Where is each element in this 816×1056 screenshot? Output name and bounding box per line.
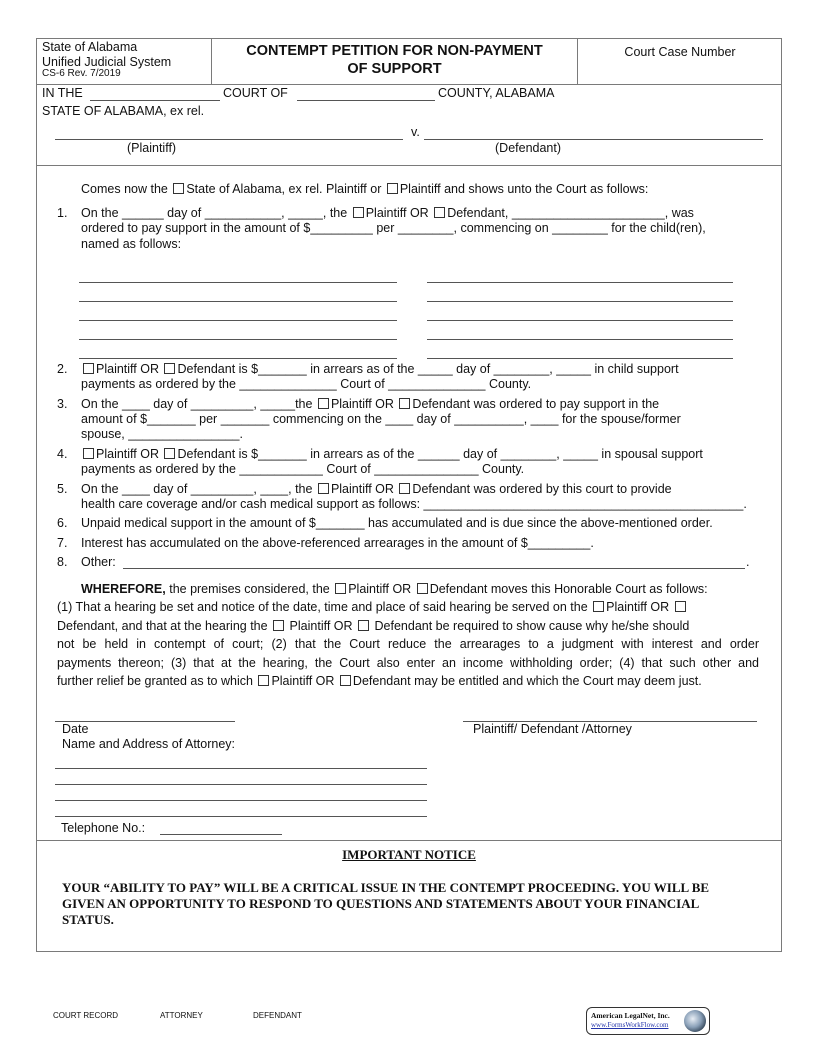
item-4-plaintiff-checkbox[interactable] — [83, 448, 94, 459]
wherefore-text-2a: (1) That a hearing be set and notice of the date, time and place of said hearing be served on the — [57, 600, 588, 614]
item-4-text-c: Defendant is $_______ in arrears as of the ______ day of ________, _____ in spousal support — [177, 447, 703, 461]
item-7-line-1: Interest has accumulated on the above-referenced arrearages in the amount of $_________. — [81, 536, 594, 550]
served-plaintiff-checkbox[interactable] — [593, 601, 604, 612]
court-type-field[interactable] — [90, 100, 220, 101]
state-of-alabama-checkbox[interactable] — [173, 183, 184, 194]
item-3-line-2: amount of $_______ per _______ commencing on the ____ day of __________, ____ for the spouse/former — [81, 412, 681, 426]
in-the-label: IN THE — [42, 86, 83, 100]
show-cause-plaintiff-checkbox[interactable] — [273, 620, 284, 631]
item-1-number: 1. — [57, 206, 68, 220]
item-5-plaintiff-checkbox[interactable] — [318, 483, 329, 494]
intro-text-a: Comes now the — [81, 182, 168, 196]
item-8-number: 8. — [57, 555, 68, 569]
plaintiff-checkbox[interactable] — [387, 183, 398, 194]
item-4-number: 4. — [57, 447, 68, 461]
wherefore-text-3b: Plaintiff OR — [289, 619, 353, 633]
header-bottom-rule — [36, 84, 782, 85]
wherefore-text-2b: Plaintiff OR — [606, 600, 670, 614]
notice-line-2: GIVEN AN OPPORTUNITY TO RESPOND TO QUESTIONS AND STATEMENTS ABOUT YOUR FINANCIAL — [62, 896, 700, 911]
telephone-field[interactable] — [160, 834, 282, 835]
item-3-plaintiff-checkbox[interactable] — [318, 398, 329, 409]
court-of-label: COURT OF — [223, 86, 288, 100]
item-6-line-1: Unpaid medical support in the amount of $_______ has accumulated and is due since the above-mentioned order. — [81, 516, 713, 530]
item-5-defendant-checkbox[interactable] — [399, 483, 410, 494]
item-1-plaintiff-checkbox[interactable] — [353, 207, 364, 218]
child-name-field-7[interactable] — [427, 301, 733, 302]
wherefore-text-1b: Plaintiff OR — [348, 582, 412, 596]
item-5-text-b: Plaintiff OR — [330, 482, 394, 496]
served-defendant-checkbox[interactable] — [675, 601, 686, 612]
item-1-defendant-checkbox[interactable] — [434, 207, 445, 218]
county-alabama-label: COUNTY, ALABAMA — [438, 86, 555, 100]
item-3-line-1 — [81, 397, 659, 412]
child-name-field-10[interactable] — [427, 358, 733, 359]
item-2-text-b: Plaintiff OR — [96, 362, 159, 376]
notice-top-rule — [36, 840, 782, 841]
county-field[interactable] — [297, 100, 435, 101]
item-5-text-a: On the ____ day of _________, ____, the — [81, 482, 313, 496]
defendant-name-field[interactable] — [424, 139, 763, 140]
intro-text-c: Plaintiff and shows unto the Court as follows: — [399, 182, 649, 196]
attorney-address-field-4[interactable] — [55, 816, 427, 817]
plaintiff-caption-label: (Plaintiff) — [127, 141, 177, 155]
item-4-line-2: payments as ordered by the ____________ Court of _______________ County. — [81, 462, 525, 476]
item-3-text-c: Defendant was ordered to pay support in the — [412, 397, 660, 411]
other-period: . — [746, 555, 750, 569]
attorney-name-address-label: Name and Address of Attorney: — [62, 737, 236, 751]
wherefore-text-3c: Defendant be required to show cause why he/she should — [374, 619, 690, 633]
item-4-text-b: Plaintiff OR — [96, 447, 159, 461]
intro-line — [81, 182, 648, 197]
item-2-line-1 — [81, 362, 679, 377]
item-6-number: 6. — [57, 516, 68, 530]
logo-company-name: American LegalNet, Inc. — [591, 1011, 670, 1020]
logo-website-link[interactable]: www.FormsWorkFlow.com — [591, 1021, 669, 1029]
form-title-line-1: CONTEMPT PETITION FOR NON-PAYMENT — [246, 43, 543, 59]
item-3-text-b: Plaintiff OR — [330, 397, 394, 411]
item-4-line-1 — [81, 447, 703, 462]
item-5-line-1 — [81, 482, 672, 497]
item-1-line-3: named as follows: — [81, 237, 182, 251]
item-4-defendant-checkbox[interactable] — [164, 448, 175, 459]
relief-plaintiff-checkbox[interactable] — [258, 675, 269, 686]
attorney-address-field-3[interactable] — [55, 800, 427, 801]
agency-line-1: State of Alabama — [42, 40, 138, 54]
wherefore-text-3a: Defendant, and that at the hearing the — [57, 619, 268, 633]
wherefore-text-6c: Defendant may be entitled and which the Court may deem just. — [352, 674, 702, 688]
wherefore-plaintiff-checkbox[interactable] — [335, 583, 346, 594]
wherefore-line-3 — [57, 619, 689, 634]
item-3-line-3: spouse, ________________. — [81, 427, 243, 441]
wherefore-line-2 — [57, 600, 688, 615]
american-legalnet-logo[interactable] — [586, 1007, 710, 1035]
agency-line-2: Unified Judicial System — [42, 55, 172, 69]
form-id: CS-6 Rev. 7/2019 — [42, 68, 121, 79]
item-5-line-2: health care coverage and/or cash medical support as follows: ______________________________________________. — [81, 497, 747, 511]
child-name-field-6[interactable] — [427, 282, 733, 283]
item-2-text-c: Defendant is $_______ in arrears as of the _____ day of ________, _____ in child support — [177, 362, 679, 376]
important-notice-title: IMPORTANT NOTICE — [342, 847, 476, 862]
court-case-number-label: Court Case Number — [624, 45, 736, 59]
item-3-number: 3. — [57, 397, 68, 411]
item-2-number: 2. — [57, 362, 68, 376]
attorney-address-field-1[interactable] — [55, 768, 427, 769]
other-field[interactable] — [123, 568, 745, 569]
item-2-line-2: payments as ordered by the ______________ Court of ______________ County. — [81, 377, 532, 391]
child-name-field-4[interactable] — [79, 339, 397, 340]
item-2-defendant-checkbox[interactable] — [164, 363, 175, 374]
item-3-defendant-checkbox[interactable] — [399, 398, 410, 409]
child-name-field-3[interactable] — [79, 320, 397, 321]
child-name-field-1[interactable] — [79, 282, 397, 283]
notice-line-3: STATUS. — [62, 912, 114, 927]
child-name-field-9[interactable] — [427, 339, 733, 340]
form-title-line-2: OF SUPPORT — [347, 61, 442, 77]
plaintiff-name-field[interactable] — [55, 139, 403, 140]
wherefore-bold: WHEREFORE, — [81, 582, 166, 596]
item-1-text-a: On the ______ day of ___________, _____, the — [81, 206, 348, 220]
wherefore-text-1c: Defendant moves this Honorable Court as follows: — [429, 582, 708, 596]
item-5-text-c: Defendant was ordered by this court to provide — [412, 482, 672, 496]
item-5-number: 5. — [57, 482, 68, 496]
item-1-line-2: ordered to pay support in the amount of $_________ per ________, commencing on ________ for the child(ren), — [81, 221, 706, 235]
wherefore-text-1a: the premises considered, the — [169, 582, 330, 596]
attorney-address-field-2[interactable] — [55, 784, 427, 785]
item-1-text-b: Plaintiff OR — [365, 206, 429, 220]
versus-label: v. — [411, 125, 420, 139]
item-7-number: 7. — [57, 536, 68, 550]
show-cause-defendant-checkbox[interactable] — [358, 620, 369, 631]
defendant-caption-label: (Defendant) — [495, 141, 562, 155]
wherefore-line-4: not be held in contempt of court; (2) that the Court reduce the arrearages to a judgment with interest and order — [57, 637, 759, 651]
child-name-field-5[interactable] — [79, 358, 397, 359]
signer-label: Plaintiff/ Defendant /Attorney — [473, 722, 632, 736]
child-name-field-2[interactable] — [79, 301, 397, 302]
item-8-label: Other: — [81, 555, 116, 569]
telephone-label: Telephone No.: — [61, 821, 146, 835]
wherefore-line-6 — [57, 674, 702, 689]
wherefore-line-5: payments thereon; (3) that at the hearing, the Court also enter an income withholding order; (4) that such other and — [57, 656, 759, 670]
date-label: Date — [62, 722, 89, 736]
caption-bottom-rule — [36, 165, 782, 166]
copy-defendant: DEFENDANT — [253, 1011, 302, 1020]
wherefore-text-6b: Plaintiff OR — [271, 674, 335, 688]
item-2-plaintiff-checkbox[interactable] — [83, 363, 94, 374]
copy-attorney: ATTORNEY — [160, 1011, 203, 1020]
relief-defendant-checkbox[interactable] — [340, 675, 351, 686]
state-ex-rel-label: STATE OF ALABAMA, ex rel. — [42, 104, 205, 118]
globe-icon — [684, 1010, 706, 1032]
item-1-text-c: Defendant, ______________________, was — [447, 206, 694, 220]
intro-text-b: State of Alabama, ex rel. Plaintiff or — [186, 182, 382, 196]
notice-line-1: YOUR “ABILITY TO PAY” WILL BE A CRITICAL ISSUE IN THE CONTEMPT PROCEEDING. YOU WILL BE — [62, 880, 710, 895]
wherefore-defendant-checkbox[interactable] — [417, 583, 428, 594]
copy-court-record: COURT RECORD — [53, 1011, 119, 1020]
item-1-line-1 — [81, 206, 694, 221]
wherefore-text-6a: further relief be granted as to which — [57, 674, 253, 688]
wherefore-line-1 — [81, 582, 708, 597]
item-3-text-a: On the ____ day of _________, _____the — [81, 397, 313, 411]
child-name-field-8[interactable] — [427, 320, 733, 321]
